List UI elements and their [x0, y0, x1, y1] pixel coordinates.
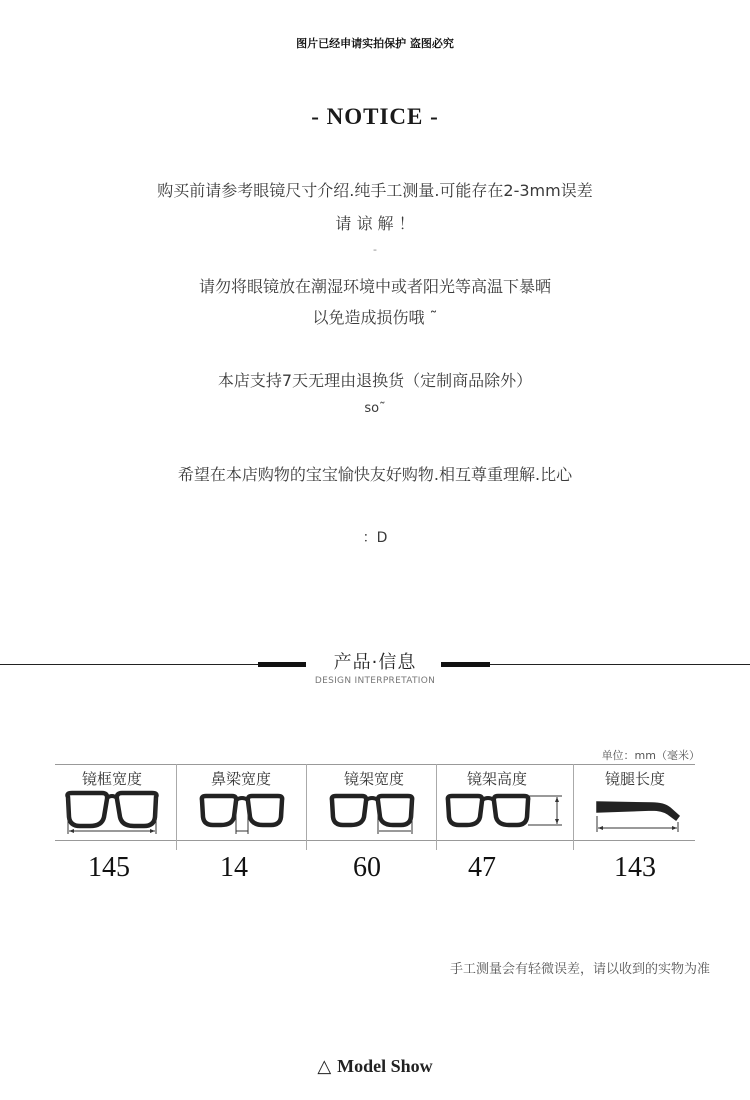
- frame-width-glasses-icon: [62, 790, 162, 838]
- model-show-label: Model Show: [337, 1056, 433, 1076]
- notice-line-9: ：D: [362, 530, 388, 546]
- lens-height-value: 47: [468, 852, 496, 883]
- section-divider-right: [490, 664, 750, 665]
- bridge-width-label: 鼻梁宽度: [210, 770, 271, 788]
- notice-line-6: 本店支持7天无理由退换货（定制商品除外）: [217, 371, 533, 390]
- notice-line-7: so˜: [364, 401, 386, 416]
- frame-width-value: 145: [88, 852, 130, 883]
- table-top-border: [55, 764, 695, 765]
- bridge-width-glasses-icon: [192, 790, 292, 838]
- notice-line-4: 请勿将眼镜放在潮湿环境中或者阳光等高温下暴晒: [198, 277, 551, 296]
- frame-width-label: 镜框宽度: [81, 770, 142, 788]
- bridge-width-value: 14: [220, 852, 248, 883]
- model-show-heading: [0, 1056, 750, 1077]
- section-subtitle: DESIGN INTERPRETATION: [314, 676, 436, 686]
- column-divider: [306, 764, 307, 850]
- temple-length-icon: [590, 790, 685, 838]
- notice-line-1: 购买前请参考眼镜尺寸介绍.纯手工测量.可能存在2-3mm误差: [157, 181, 593, 200]
- lens-height-label: 镜架高度: [466, 770, 527, 788]
- lens-width-label: 镜架宽度: [343, 770, 404, 788]
- notice-line-3: -: [373, 243, 377, 256]
- column-divider: [573, 764, 574, 850]
- triangle-icon: △: [317, 1056, 332, 1076]
- notice-title: - NOTICE -: [311, 104, 439, 129]
- column-divider: [176, 764, 177, 850]
- table-bottom-border: [55, 840, 695, 841]
- measurement-note: 手工测量会有轻微误差，请以收到的实物为准: [449, 962, 710, 977]
- notice-line-8: 希望在本店购物的宝宝愉快友好购物.相互尊重理解.比心: [177, 465, 573, 484]
- lens-height-glasses-icon: [442, 790, 567, 838]
- temple-length-label: 镜腿长度: [604, 770, 665, 788]
- lens-width-value: 60: [353, 852, 381, 883]
- notice-line-2: 请 谅 解 ！: [335, 214, 415, 233]
- section-accent-bar-right: [441, 662, 490, 667]
- unit-label: 单位：mm（毫米）: [601, 749, 700, 762]
- temple-length-value: 143: [614, 852, 656, 883]
- section-title: 产品·信息: [333, 652, 417, 673]
- notice-line-5: 以免造成损伤哦 ˜: [312, 308, 438, 327]
- lens-width-glasses-icon: [322, 790, 422, 838]
- copyright-notice: 图片已经申请实拍保护 盗图必究: [296, 37, 454, 50]
